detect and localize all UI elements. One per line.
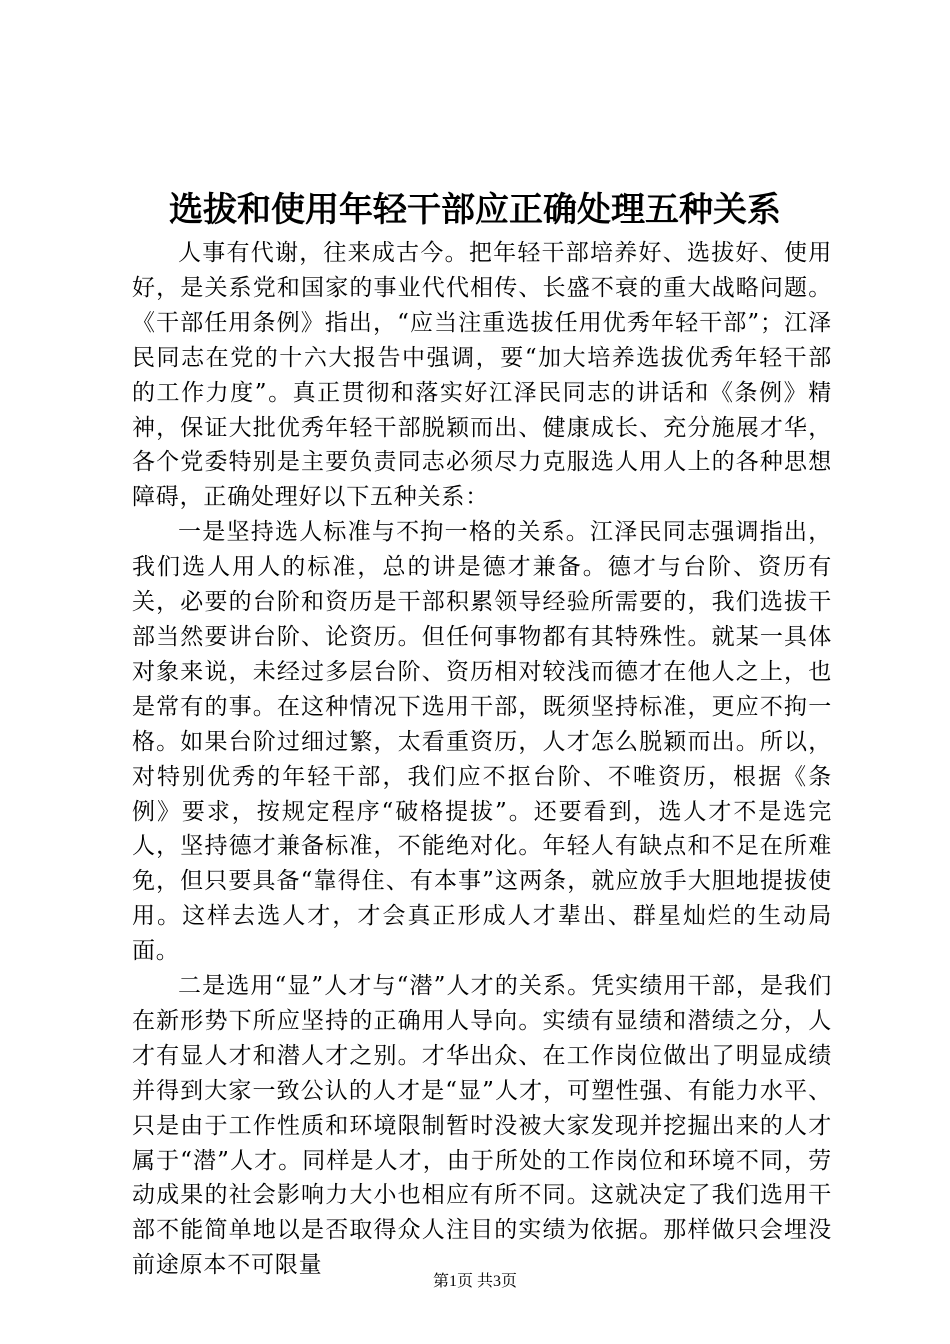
document-body (132, 236, 832, 1283)
page-footer: 第1页 共3页 (432, 1273, 517, 1290)
paragraph-intro: 人事有代谢，往来成古今。把年轻干部培养好、选拔好、使用好，是关系党和国家的事业代代相传、长盛不衰的重大战略问题。《干部任用条例》指出，“应当注重选拔任用优秀年轻干部”；江泽民同志在党的十六大报告中强调，要“加大培养选拔优秀年轻干部的工作力度”。真正贯彻和落实好江泽民同志的讲话和《条例》精神，保证大批优秀年轻干部脱颖而出、健康成长、充分施展才华，各个党委特别是主要负责同志必须尽力克服选人用人上的各种思想障碍，正确处理好以下五种关系： (132, 240, 832, 511)
paragraph-relation-two: 二是选用“显”人才与“潜”人才的关系。凭实绩用干部，是我们在新形势下所应坚持的正确用人导向。实绩有显绩和潜绩之分，人才有显人才和潜人才之别。才华出众、在工作岗位做出了明显成绩并得到大家一致公认的人才是“显”人才，可塑性强、有能力水平、只是由于工作性质和环境限制暂时没被大家发现并挖掘出来的人才属于“潜”人才。同样是人才，由于所处的工作岗位和环境不同，劳动成果的社会影响力大小也相应有所不同。这就决定了我们选用干部不能简单地以是否取得众人注目的实绩为依据。那样做只会埋没前途原本不可限量 (132, 973, 832, 1279)
paragraph-relation-one: 一是坚持选人标准与不拘一格的关系。江泽民同志强调指出，我们选人用人的标准，总的讲是德才兼备。德才与台阶、资历有关，必要的台阶和资历是干部积累领导经验所需要的，我们选拔干部当然要讲台阶、论资历。但任何事物都有其特殊性。就某一具体对象来说，未经过多层台阶、资历相对较浅而德才在他人之上，也是常有的事。在这种情况下选用干部，既须坚持标准，更应不拘一格。如果台阶过细过繁，太看重资历，人才怎么脱颖而出。所以，对特别优秀的年轻干部，我们应不抠台阶、不唯资历，根据《条例》要求，按规定程序“破格提拔”。还要看到，选人才不是选完人，坚持德才兼备标准，不能绝对化。年轻人有缺点和不足在所难免，但只要具备“靠得住、有本事”这两条，就应放手大胆地提拔使用。这样去选人才，才会真正形成人才辈出、群星灿烂的生动局面。 (132, 519, 832, 965)
document-title: 选拔和使用年轻干部应正确处理五种关系 (169, 190, 781, 230)
